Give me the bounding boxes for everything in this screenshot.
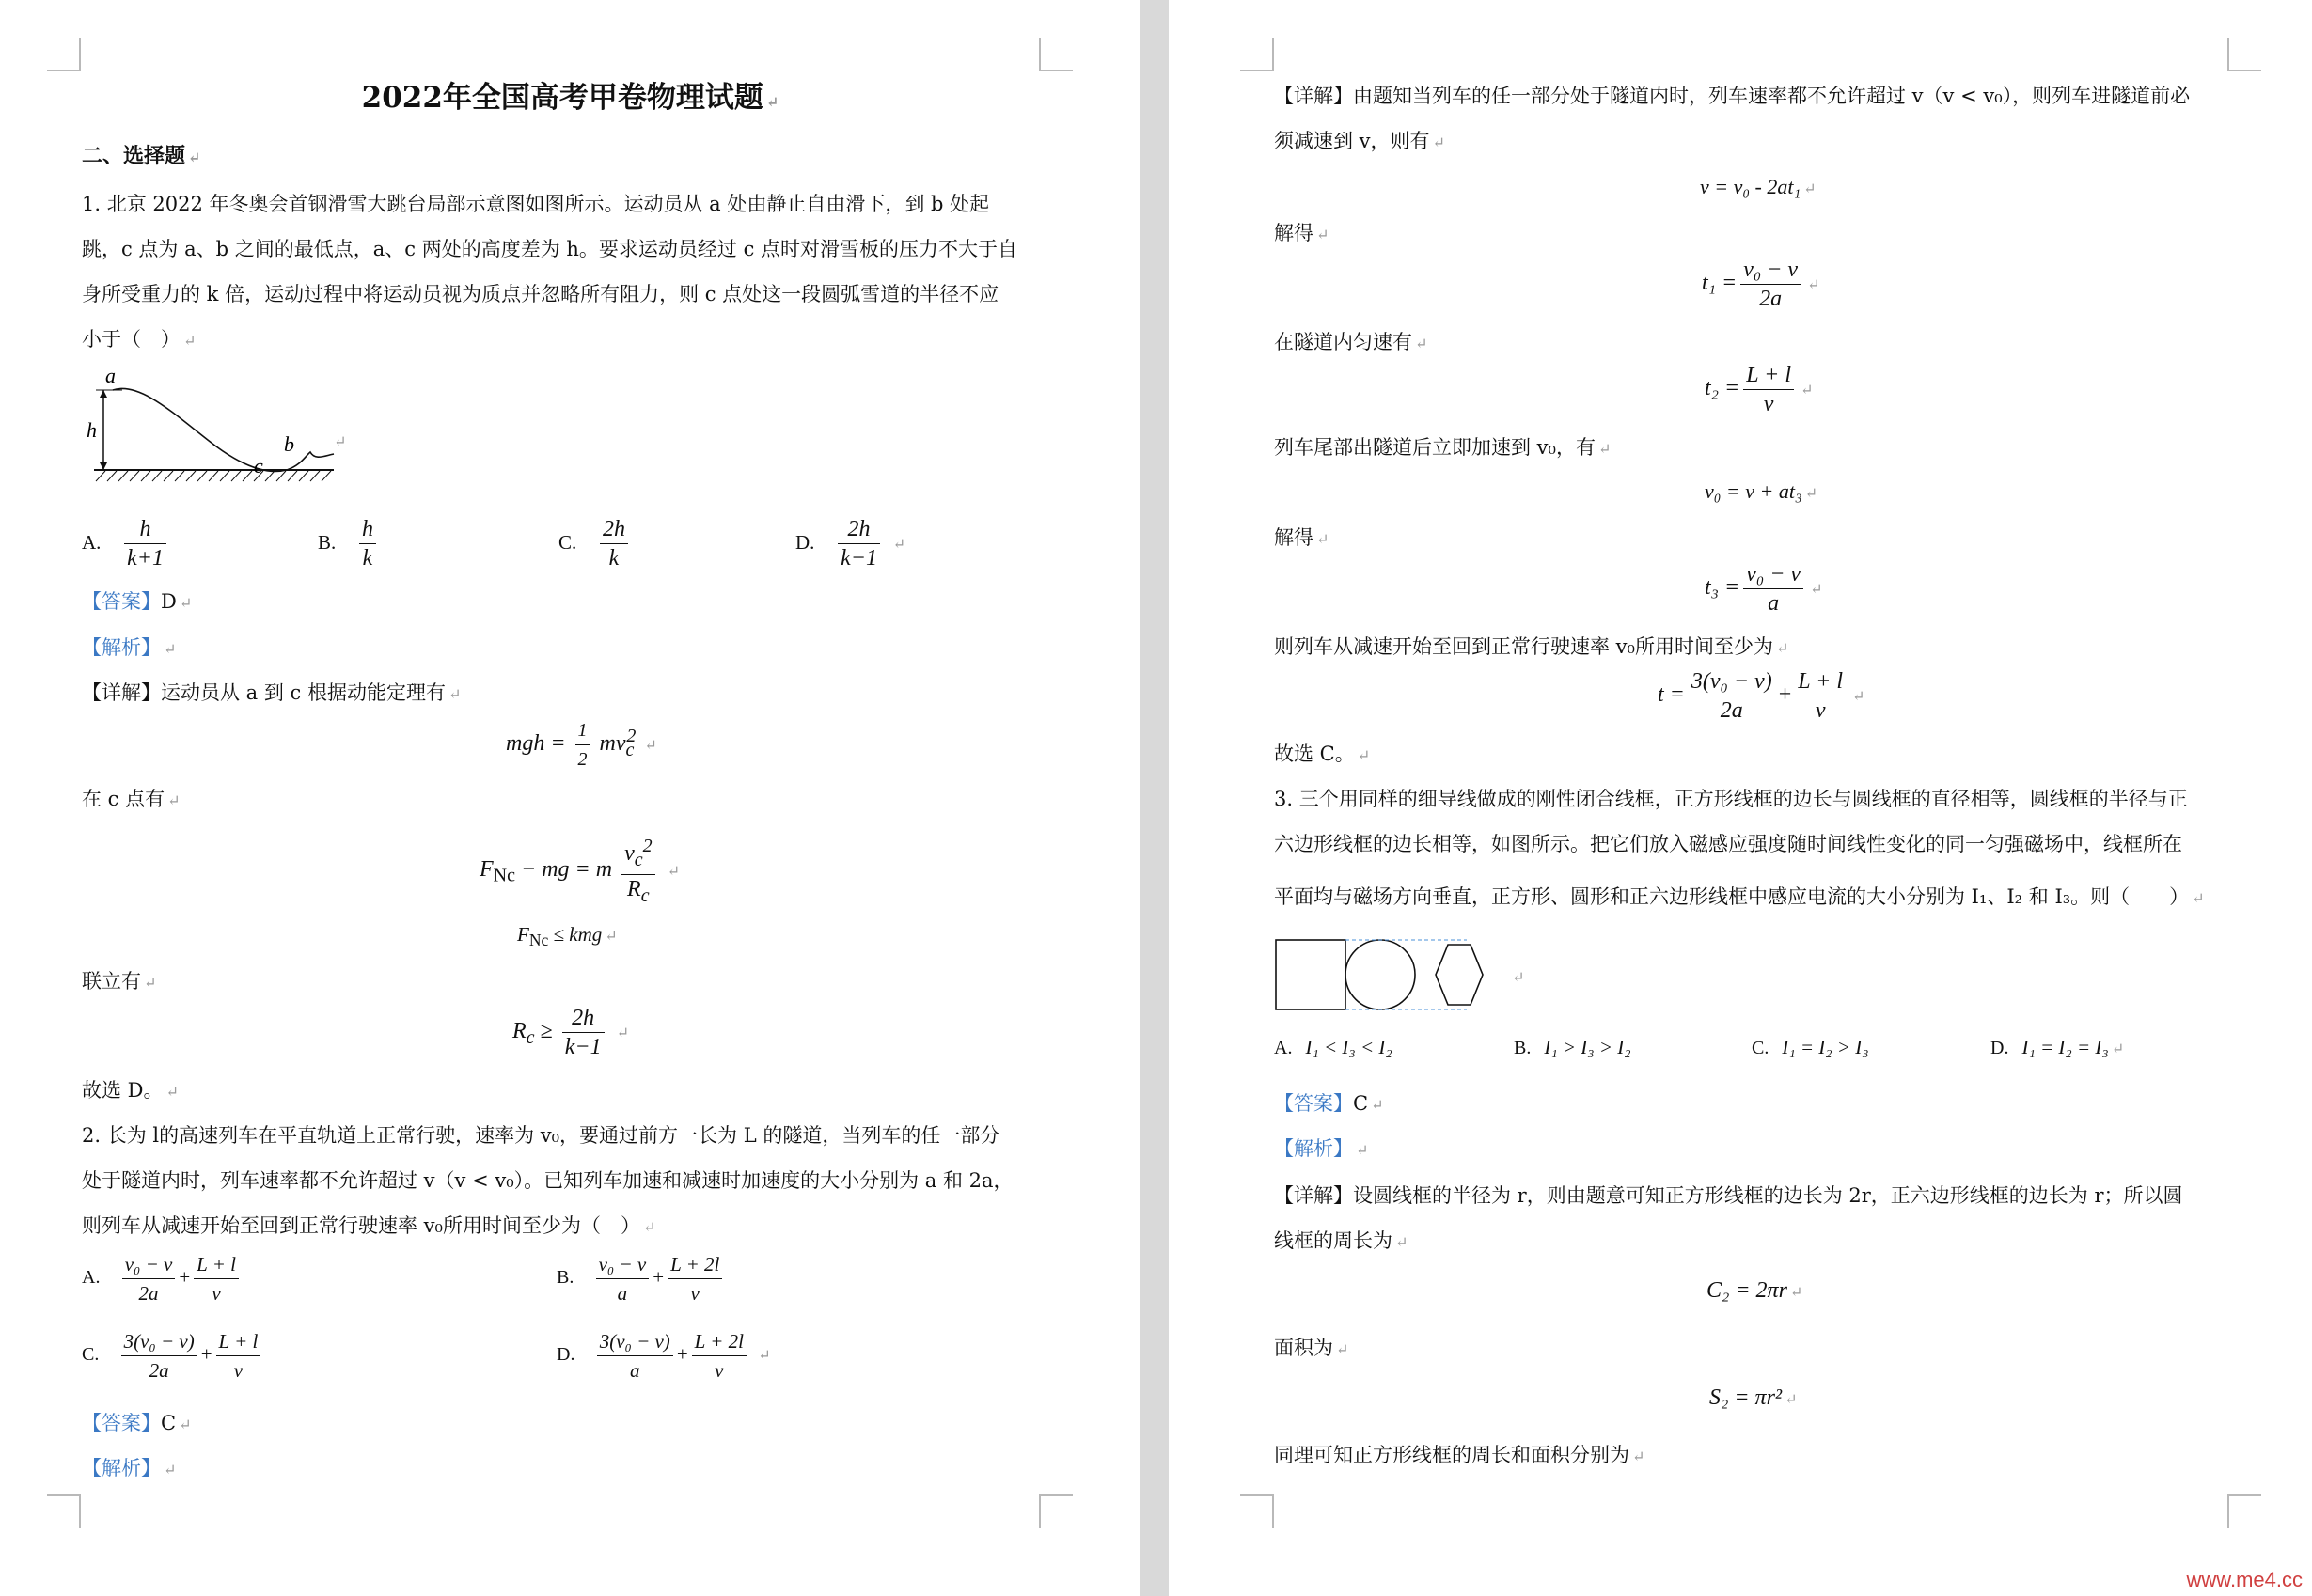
q1-option-c: C. $\frac{2h}{k}$ bbox=[558, 515, 632, 572]
q3-option-a: A. I₁ < I₃ < I₂ bbox=[1274, 1036, 1392, 1058]
q3-line1: 3. 三个用同样的细导线做成的刚性闭合线框，正方形线框的边长与圆线框的直径相等，圆线框的半径与正 bbox=[1274, 788, 2188, 810]
eq-t1: t₁ = $\frac{\text{v₀ − v}}{2a}$ ↵ bbox=[1702, 258, 1820, 311]
q1-line4: 小于（ ） ↵ bbox=[82, 328, 197, 351]
q1-analysis-tag: 【解析】 ↵ bbox=[82, 636, 177, 659]
crop-mark bbox=[2227, 38, 2261, 71]
area-text: 面积为 ↵ bbox=[1274, 1337, 1349, 1359]
ski-slope-figure bbox=[75, 362, 357, 508]
q1-line3: 身所受重力的 k 倍，运动过程中将运动员视为质点并忽略所有阻力，则 c 点处这一段圆弧雪道的半径不应 bbox=[82, 283, 999, 305]
page-title: 2022年全国高考甲卷物理试题 ↵ bbox=[361, 81, 779, 115]
q1-equation-force: $F_{Nc}$ − mg = m $\frac{v_c^2}{R_c}$ ↵ bbox=[480, 832, 680, 910]
q2-line1: 2. 长为 l的高速列车在平直轨道上正常行驶，速率为 v₀，要通过前方一长为 L 的隧道，当列车的任一部分 bbox=[82, 1124, 1000, 1147]
label-h: h bbox=[87, 418, 97, 442]
q2-answer: 【答案】C ↵ bbox=[82, 1412, 192, 1434]
crop-mark bbox=[2227, 1494, 2261, 1528]
q2-detail-line2: 须减速到 v，则有 ↵ bbox=[1274, 130, 1445, 152]
q1-inequality: $F_{Nc}$ ≤ kmg ↵ bbox=[517, 923, 618, 950]
eq-t3: t₃ = $\frac{\text{v₀ − v}}{a}$ ↵ bbox=[1705, 562, 1823, 616]
q3-line3: 平面均与磁场方向垂直，正方形、圆形和正六边形线框中感应电流的大小分别为 I₁、I₂ 和 I₃。则（ ） ↵ bbox=[1274, 885, 2205, 908]
q1-line2: 跳，c 点为 a、b 之间的最低点，a、c 两处的高度差为 h。要求运动员经过 c 点时对滑雪板的压力不大于自 bbox=[82, 238, 1018, 260]
eq-circumference: C₂ = 2πr ↵ bbox=[1706, 1278, 1803, 1303]
hexagon-loop bbox=[1436, 945, 1483, 1005]
crop-mark bbox=[47, 38, 81, 71]
q3-detail-line1: 【详解】设圆线框的半径为 r，则由题意可知正方形线框的边长为 2r，正六边形线框的边长为 r；所以圆 bbox=[1274, 1184, 2183, 1207]
q3-analysis-tag: 【解析】 ↵ bbox=[1274, 1137, 1369, 1160]
q1-option-b: B. $\frac{h}{k}$ bbox=[318, 515, 380, 572]
similarly-text: 同理可知正方形线框的周长和面积分别为 ↵ bbox=[1274, 1444, 1645, 1466]
label-c: c bbox=[254, 454, 263, 477]
uniform-text: 在隧道内匀速有 ↵ bbox=[1274, 331, 1428, 353]
q2-analysis-tag: 【解析】 ↵ bbox=[82, 1457, 177, 1479]
crop-mark bbox=[1039, 1494, 1073, 1528]
q1-choose: 故选 D。 ↵ bbox=[82, 1079, 179, 1102]
q2-option-d: D. $\frac{\text{3(v₀ − v)}}{a}$ + $\frac{L + 2l}{v}$ ↵ bbox=[557, 1327, 771, 1385]
arrow-up bbox=[100, 390, 107, 398]
q1-combine: 联立有 ↵ bbox=[82, 970, 157, 993]
eq-decel: v = v₀ - 2at₁ ↵ bbox=[1700, 175, 1817, 198]
crop-mark bbox=[47, 1494, 81, 1528]
q3-option-b: B. I₁ > I₃ > I₂ bbox=[1514, 1036, 1631, 1058]
total-text: 则列车从减速开始至回到正常行驶速率 v₀所用时间至少为 ↵ bbox=[1274, 635, 1789, 658]
crop-mark bbox=[1240, 38, 1274, 71]
label-a: a bbox=[105, 364, 116, 387]
q1-option-a: A. $\frac{h}{k+1}$ bbox=[82, 515, 170, 572]
q1-equation-radius: $R_c$ ≥ $\frac{2h}{k-1}$ ↵ bbox=[512, 1006, 629, 1059]
eq-t2: t₂ = $\frac{L + l}{v}$ ↵ bbox=[1705, 363, 1814, 416]
q2-line2: 处于隧道内时，列车速率都不允许超过 v（v < v₀）。已知列车加速和减速时加速度的大小分别为 a 和 2a， bbox=[82, 1169, 1014, 1192]
eq-accel: v₀ = v + at₃ ↵ bbox=[1705, 479, 1818, 503]
slope-curve bbox=[113, 388, 334, 471]
left-page: 2022年全国高考甲卷物理试题 ↵ 二、选择题 ↵ 1. 北京 2022 年冬奥会首钢滑雪大跳台局部示意图如图所示。运动员从 a 处由静止自由滑下，到 b 处起 跳，c 点为 a、b 之间的最低点，a、c 两处的高度差为 h。要求运动员经过 c 点时对滑雪板的压力不大于自 身所受重力的 k 倍，运动过程中将运动员视为质点并忽略所有阻力，则 c 点处这一段圆弧雪道的半径不应 小于（ ） ↵ a h b c ↵ A. $\frac{h}{k+1}$ B. $\frac{h}{k}$ C. $\frac{2h}{k}$ D. $\frac{2h}{k-1}$ ↵ 【答案】D ↵ 【解析】 ↵ 【详解】运动员从 a 到 c 根据动能定理有 ↵ mgh = $\frac{1}{2}$ $mv_c^2$ ↵ 在 c 点有 ↵ $F_{Nc}$ − mg = m $\frac{v_c^2}{R_c}$ ↵ $F_{Nc}$ ≤ kmg ↵ 联立有 ↵ $R_c$ ≥ $\frac{2h}{k-1}$ ↵ 故选 D。 ↵ 2. 长为 l的高速列车在平直轨道上正常行驶，速率为 v₀，要通过前方一长为 L 的隧道，当列车的任一部分 处于隧道内时，列车速率都不允许超过 v（v < v₀）。已知列车加速和减速时加速度的大小分别为 a 和 2a， 则列车从减速开始至回到正常行驶速率 v₀所用时间至少为（ ） ↵ A. $\frac{\text{v₀ − v}}{2a}$ + $\frac{L + l}{v}$ B. $\frac{\text{v₀ − v}}{a}$ + $\frac{L + 2l}{v}$ C. $\frac{\text{3(v₀ − v)}}{2a}$ + $\frac{L + l}{v}$ D. $\frac{\text{3(v₀ − v)}}{a}$ + $\frac{L + 2l}{v}$ ↵ 【答案】C ↵ 【解析】 ↵ bbox=[0, 0, 1140, 1596]
q2-line3: 则列车从减速开始至回到正常行驶速率 v₀所用时间至少为（ ） ↵ bbox=[82, 1214, 656, 1237]
wire-loops-figure bbox=[1274, 935, 1528, 1015]
q2-option-b: B. $\frac{\text{v₀ − v}}{a}$ + $\frac{L + 2l}{v}$ bbox=[557, 1250, 726, 1307]
q1-option-d: D. $\frac{2h}{k-1}$ ↵ bbox=[795, 517, 906, 571]
q2-detail-line1: 【详解】由题知当列车的任一部分处于隧道内时，列车速率都不允许超过 v（v < v₀），则列车进隧道前必 bbox=[1274, 85, 2191, 107]
solve-1: 解得 ↵ bbox=[1274, 222, 1329, 244]
square-loop bbox=[1276, 940, 1345, 1009]
q3-detail-line2: 线框的周长为 ↵ bbox=[1274, 1229, 1408, 1252]
crop-mark bbox=[1039, 38, 1073, 71]
q1-line1: 1. 北京 2022 年冬奥会首钢滑雪大跳台局部示意图如图所示。运动员从 a 处由静止自由滑下，到 b 处起 bbox=[82, 193, 990, 215]
q3-line2: 六边形线框的边长相等，如图所示。把它们放入磁感应强度随时间线性变化的同一匀强磁场中，线框所在 bbox=[1274, 833, 2182, 855]
right-page: 【详解】由题知当列车的任一部分处于隧道内时，列车速率都不允许超过 v（v < v₀），则列车进隧道前必 须减速到 v，则有 ↵ v = v₀ - 2at₁ ↵ 解得 ↵ t₁ = $\frac{\text{v₀ − v}}{2a}$ ↵ 在隧道内匀速有 ↵ t₂ = $\frac{L + l}{v}$ ↵ 列车尾部出隧道后立即加速到 v₀，有 ↵ v₀ = v + at₃ ↵ 解得 ↵ t₃ = $\frac{\text{v₀ − v}}{a}$ ↵ 则列车从减速开始至回到正常行驶速率 v₀所用时间至少为 ↵ t = $\frac{\text{3(v₀ − v)}}{2a}$ + $\frac{L + l}{v}$ ↵ 故选 C。 ↵ 3. 三个用同样的细导线做成的刚性闭合线框，正方形线框的边长与圆线框的直径相等，圆线框的半径与正 六边形线框的边长相等，如图所示。把它们放入磁感应强度随时间线性变化的同一匀强磁场中，线框所在 平面均与磁场方向垂直，正方形、圆形和正六边形线框中感应电流的大小分别为 I₁、I₂ 和 I₃。则（ ） ↵ ↵ A. I₁ < I₃ < I₂ B. I₁ > I₃ > I₂ C. I₁ = I₂ > I₃ D. I₁ = I₂ = I₃ ↵ 【答案】C ↵ 【解析】 ↵ 【详解】设圆线框的半径为 r，则由题意可知正方形线框的边长为 2r，正六边形线框的边长为 r；所以圆 线框的周长为 ↵ C₂ = 2πr ↵ 面积为 ↵ S₂ = πr² ↵ 同理可知正方形线框的周长和面积分别为 ↵ bbox=[1169, 0, 2312, 1596]
ground-hatching bbox=[96, 471, 331, 481]
solve-2: 解得 ↵ bbox=[1274, 526, 1329, 549]
crop-mark bbox=[1240, 1494, 1274, 1528]
q3-option-d: D. I₁ = I₂ = I₃ ↵ bbox=[1990, 1036, 2125, 1058]
tail-text: 列车尾部出隧道后立即加速到 v₀，有 ↵ bbox=[1274, 436, 1612, 459]
q1-at-c: 在 c 点有 ↵ bbox=[82, 788, 181, 810]
label-b: b bbox=[284, 432, 294, 456]
circle-loop bbox=[1345, 940, 1415, 1009]
arrow-down bbox=[100, 462, 107, 470]
q2-option-c: C. $\frac{\text{3(v₀ − v)}}{2a}$ + $\frac{L + l}{v}$ bbox=[82, 1327, 264, 1385]
choose-2: 故选 C。 ↵ bbox=[1274, 743, 1371, 765]
watermark: www.me4.cc bbox=[2186, 1568, 2303, 1591]
q1-answer: 【答案】D ↵ bbox=[82, 590, 193, 613]
q2-option-a: A. $\frac{\text{v₀ − v}}{2a}$ + $\frac{L + l}{v}$ bbox=[82, 1250, 243, 1307]
section-heading: 二、选择题 ↵ bbox=[82, 144, 201, 168]
eq-area: S₂ = πr² ↵ bbox=[1709, 1385, 1798, 1410]
q3-option-c: C. I₁ = I₂ > I₃ bbox=[1752, 1036, 1869, 1058]
eq-total: t = $\frac{\text{3(v₀ − v)}}{2a}$ + $\frac{L + l}{v}$ ↵ bbox=[1658, 669, 1865, 723]
q1-detail: 【详解】运动员从 a 到 c 根据动能定理有 ↵ bbox=[82, 681, 462, 704]
q3-answer: 【答案】C ↵ bbox=[1274, 1092, 1384, 1115]
q1-equation-energy: mgh = $\frac{1}{2}$ $mv_c^2$ ↵ bbox=[506, 716, 657, 774]
page-gutter bbox=[1140, 0, 1169, 1596]
